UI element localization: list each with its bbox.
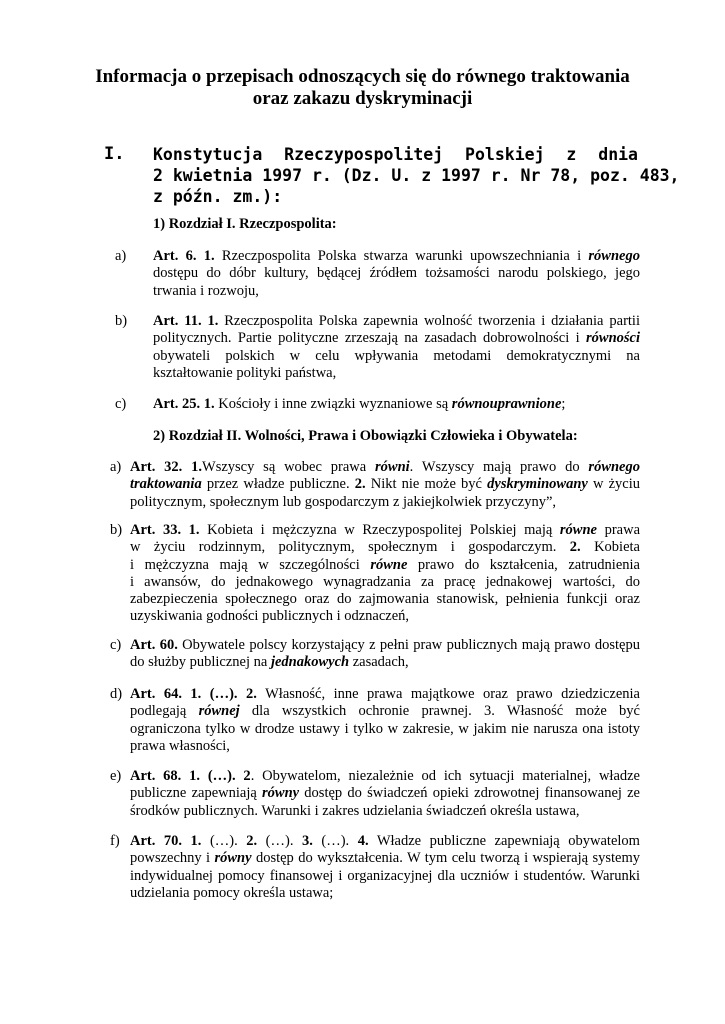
- section-heading-line-1: Konstytucja Rzeczypospolitej Polskiej z dnia: [153, 145, 638, 164]
- title-line-1: Informacja o przepisach odnoszących się do równego traktowania: [95, 66, 630, 87]
- item-label: b): [115, 313, 128, 329]
- section-number: I.: [104, 144, 125, 164]
- item-label: b): [110, 522, 123, 538]
- item-label: c): [110, 637, 122, 653]
- article-68: Art. 68. 1. (…). 2. Obywatelom, niezależnie od ich sytuacji materialnej, władze publiczne zapewniają równy dostęp do świadczeń opieki zdrowotnej finansowanej ze środków publicznych. Warunki i zakres udzielania świadczeń określa ustawa,: [130, 768, 640, 819]
- section-heading-line-3: z późn. zm.):: [153, 187, 283, 206]
- article-33: Art. 33. 1. Kobieta i mężczyzna w Rzeczypospolitej Polskiej mają równe prawa w życiu rodzinnym, politycznym, społecznym i gospodarczym. 2. Kobieta i mężczyzna mają w szczególności równe prawo do kształcenia, zatrudnienia i awansów, do jednakowego wynagradzania za pracę jednakowej wartości, do zabezpieczenia społecznego oraz do zajmowania stanowisk, pełnienia funkcji oraz uzyskiwania godności publicznych i odznaczeń,: [130, 522, 641, 625]
- article-60: Art. 60. Obywatele polscy korzystający z pełni praw publicznych mają prawo dostępu do służby publicznej na jednakowych zasadach,: [130, 637, 640, 671]
- chapter-heading-1: 1) Rozdział I. Rzeczpospolita:: [153, 216, 337, 232]
- item-label: a): [110, 459, 122, 475]
- item-label: e): [110, 768, 122, 784]
- section-heading: [153, 144, 680, 207]
- article-64: Art. 64. 1. (…). 2. Własność, inne prawa majątkowe oraz prawo dziedziczenia podlegają równej dla wszystkich ochronie prawnej. 3. Własność może być ograniczona tylko w drodze ustawy i tylko w zakresie, w jakim nie narusza ona istoty prawa własności,: [130, 686, 640, 754]
- item-label: c): [115, 396, 127, 412]
- article-70: Art. 70. 1. (…). 2. (…). 3. (…). 4. Władze publiczne zapewniają obywatelom powszechny i równy dostęp do wykształcenia. W tym celu tworzą i wspierają systemy indywidualnej pomocy finansowej i organizacyjnej dla uczniów i studentów. Warunki udzielania pomocy określa ustawa;: [130, 833, 641, 901]
- document-title: [60, 66, 665, 110]
- section-heading-line-2: 2 kwietnia 1997 r. (Dz. U. z 1997 r. Nr 78, poz. 483,: [153, 166, 680, 185]
- item-label: a): [115, 248, 127, 264]
- title-line-2: oraz zakazu dyskryminacji: [252, 88, 473, 109]
- chapter-heading-2: 2) Rozdział II. Wolności, Prawa i Obowiązki Człowieka i Obywatela:: [153, 428, 578, 444]
- article-6: Art. 6. 1. Rzeczpospolita Polska stwarza warunki upowszechniania i równego dostępu do dóbr kultury, będącej źródłem tożsamości narodu polskiego, jego trwania i rozwoju,: [153, 248, 640, 299]
- item-label: d): [110, 686, 123, 702]
- item-label: f): [110, 833, 120, 849]
- article-25: Art. 25. 1. Kościoły i inne związki wyznaniowe są równouprawnione;: [153, 396, 566, 412]
- article-11: Art. 11. 1. Rzeczpospolita Polska zapewnia wolność tworzenia i działania partii politycznych. Partie polityczne zrzeszają na zasadach dobrowolności i równości obywateli polskich w celu wpływania metodami demokratycznymi na kształtowanie polityki państwa,: [153, 313, 640, 381]
- article-32: Art. 32. 1.Wszyscy są wobec prawa równi. Wszyscy mają prawo do równego traktowania przez władze publiczne. 2. Nikt nie może być dyskryminowany w życiu politycznym, społecznym lub gospodarczym z jakiejkolwiek przyczyny”,: [130, 459, 640, 510]
